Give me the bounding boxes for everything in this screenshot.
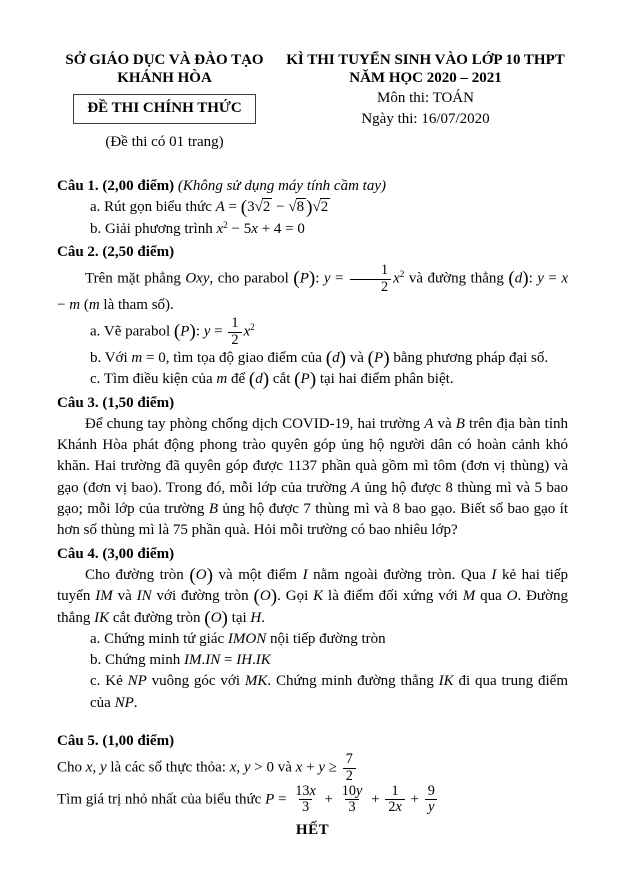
italic-run: P <box>300 371 310 388</box>
big-paren: ( <box>248 369 256 391</box>
text-run: a. Vẽ parabol <box>90 323 174 340</box>
big-paren: ( <box>508 268 515 290</box>
bold-run: Câu 4. (3,00 điểm) <box>57 545 175 562</box>
text-run: = <box>543 270 562 287</box>
page-count-note: (Đề thi có 01 trang) <box>105 133 224 150</box>
italic-run: m <box>69 296 81 313</box>
text-run: cắt đường tròn <box>109 609 205 626</box>
bold-run: Câu 5. (1,00 điểm) <box>57 733 175 749</box>
italic-run: IMON <box>227 630 267 647</box>
text-run: tại hai điểm phân biệt. <box>316 371 454 388</box>
text-run: Cho <box>57 759 86 776</box>
text-run: với đường tròn <box>151 588 254 605</box>
text-run: = 0, tìm tọa độ giao điểm của <box>142 349 326 366</box>
text-run: 13 <box>295 783 310 800</box>
big-paren: ) <box>383 347 390 369</box>
italic-run: IM <box>183 652 202 669</box>
q2-item-c <box>90 369 568 390</box>
province-name: KHÁNH HÒA <box>117 69 212 86</box>
bold-run: Câu 3. (1,50 điểm) <box>57 394 175 411</box>
radical <box>288 198 306 215</box>
bold-run: Câu 2. (2,50 điểm) <box>57 243 175 260</box>
italic-run: y <box>99 759 107 776</box>
q5-heading <box>57 731 568 752</box>
text-run: b. Chứng minh <box>90 652 184 669</box>
big-paren: ) <box>270 586 278 608</box>
italic-run: y <box>428 799 435 816</box>
italic-run: m <box>216 371 228 388</box>
italic-run: y <box>318 759 325 776</box>
text-run: : <box>528 270 538 287</box>
italic-run: IM <box>95 588 113 605</box>
radical-sign: √ <box>288 199 296 216</box>
q4-intro <box>57 565 568 629</box>
fraction <box>228 316 241 348</box>
denominator <box>345 799 358 815</box>
text-run: , cho parabol <box>209 270 294 287</box>
q4-item-b <box>90 650 568 671</box>
italic-run: A <box>424 415 434 432</box>
denominator <box>385 799 404 815</box>
exam-header <box>57 52 568 153</box>
text-run: vuông góc với <box>146 673 245 690</box>
question-q3 <box>57 393 568 542</box>
italic-run: x <box>229 759 237 776</box>
italic-run: m <box>88 296 100 313</box>
italic-run: NP <box>114 694 134 711</box>
italic-run: y <box>243 759 251 776</box>
text-run: 2 <box>380 278 389 295</box>
italic-run: x <box>309 783 316 800</box>
italic-run: x <box>85 759 93 776</box>
text-run: . <box>133 694 138 711</box>
bold-run: Câu 1. (2,00 điểm) <box>57 177 178 194</box>
text-run: trên địa bàn tỉnh Khánh Hòa phát động phong trào quyên góp ủng hộ người dân có hoàn cảnh khó khăn. Hai trường đã quyên góp được 1137 phần quà gồm mì tôm (đơn vị thùng) và gạo (đơn vị bao). Trong đó, mỗi lớp của trường <box>57 415 569 496</box>
italic-run: IH <box>236 652 253 669</box>
italic-run: m <box>131 349 143 366</box>
q2-heading <box>57 242 568 263</box>
numerator <box>350 263 391 278</box>
text-run: + 4 = 0 <box>257 220 305 237</box>
text-run: 2 <box>320 199 329 216</box>
text-run: là điểm đối xứng với <box>323 588 463 605</box>
text-run: . <box>201 652 206 669</box>
text-run: − <box>272 199 289 216</box>
text-run: và <box>112 588 137 605</box>
italic-run: P <box>374 349 384 366</box>
text-run: c. Kẻ <box>90 673 128 690</box>
text-run: c. Tìm điều kiện của <box>90 371 217 388</box>
text-run: 2 <box>388 799 396 816</box>
italic-run: x <box>295 759 303 776</box>
q2-item-a <box>90 316 568 348</box>
text-run: 2 <box>262 199 271 216</box>
text-run: > 0 và <box>250 759 296 776</box>
text-run: ≥ <box>324 759 341 776</box>
superscript: 2 <box>399 270 405 281</box>
text-run: = <box>330 270 348 287</box>
italic-run: K <box>313 588 324 605</box>
text-run: 7 <box>345 751 353 768</box>
text-run: và một điểm <box>212 566 303 583</box>
big-paren: ( <box>189 564 196 586</box>
text-run: 1 <box>391 783 399 800</box>
text-run: 1 <box>380 262 389 279</box>
text-run: và <box>345 349 368 366</box>
text-run: = <box>274 791 291 808</box>
text-run: bằng phương pháp đại số. <box>389 349 549 366</box>
big-paren: ) <box>262 369 270 391</box>
italic-run: A <box>215 199 225 216</box>
official-exam-label: ĐỀ THI CHÍNH THỨC <box>87 100 242 117</box>
text-run: 8 <box>296 199 305 216</box>
denominator <box>350 279 391 295</box>
text-run: cắt <box>269 371 295 388</box>
school-year: NĂM HỌC 2020 – 2021 <box>349 69 502 86</box>
text-run: . Chứng minh đường thẳng <box>267 673 439 690</box>
big-paren: ( <box>253 586 260 608</box>
q1-item-a <box>90 197 568 218</box>
text-run: , <box>236 759 244 776</box>
text-run: a. Rút gọn biểu thức <box>90 199 216 216</box>
radical-sign: √ <box>254 199 262 216</box>
text-run: : <box>195 323 204 340</box>
italic-run: I <box>491 566 497 583</box>
q5-condition <box>57 752 568 784</box>
superscript: 2 <box>250 323 255 334</box>
numerator <box>339 784 366 799</box>
fraction <box>339 784 366 816</box>
question-q1 <box>57 176 568 240</box>
italic-run: O <box>195 566 207 583</box>
text-run: và đường thẳng <box>404 270 509 287</box>
numerator <box>228 316 241 331</box>
text-run: . Đường thẳng <box>57 588 568 626</box>
text-run: là các số thực thỏa: <box>106 759 230 776</box>
exam-date-line: Ngày thi: 16/07/2020 <box>361 111 490 128</box>
italic-run: MK <box>244 673 268 690</box>
text-run: ủng hộ được 8 thùng mì và 5 bao gạo; mỗi lớp của trường <box>57 479 568 518</box>
italic-run: B <box>208 501 218 518</box>
text-run: + <box>367 791 384 808</box>
text-run: b. Giải phương trình <box>90 220 217 237</box>
big-paren: ) <box>221 607 228 629</box>
fraction <box>385 784 404 816</box>
text-run: để <box>227 371 249 388</box>
question-q2 <box>57 242 568 391</box>
italic-run: IN <box>136 588 152 605</box>
italic-run: IK <box>255 652 271 669</box>
text-run: 2 <box>231 331 239 348</box>
big-paren: ( <box>293 268 300 290</box>
radical <box>312 198 330 215</box>
q3-heading <box>57 393 568 414</box>
text-run: 3 <box>301 799 310 816</box>
italic-run: x <box>395 799 402 816</box>
text-run: + <box>320 791 337 808</box>
italic-run: x <box>561 270 569 287</box>
denominator <box>228 332 241 348</box>
text-run: tại <box>227 609 251 626</box>
text-run: + <box>302 759 319 776</box>
exam-title: KÌ THI TUYỂN SINH VÀO LỚP 10 THPT <box>286 52 565 68</box>
italic-run: M <box>462 588 476 605</box>
text-run: a. Chứng minh tứ giác <box>90 630 228 647</box>
text-run: 3 <box>348 799 356 816</box>
q3-body <box>57 414 568 542</box>
q5-objective <box>57 784 568 816</box>
italic-run: IN <box>205 652 221 669</box>
q4-item-a <box>90 629 568 650</box>
big-paren: ( <box>367 347 375 369</box>
italic-run: O <box>506 588 518 605</box>
text-run: Để chung tay phòng chống dịch COVID-19, hai trường <box>85 415 425 432</box>
italic-run: P <box>299 270 309 287</box>
numerator <box>425 784 438 799</box>
numerator <box>388 784 401 799</box>
italic-run: x <box>251 220 258 237</box>
text-run: = <box>224 199 241 216</box>
italic-run: P <box>180 323 190 340</box>
text-run: 2 <box>345 767 353 784</box>
text-run: kẻ hai tiếp tuyến <box>57 566 568 605</box>
text-run: . <box>252 652 256 669</box>
italic-run: B <box>455 415 465 432</box>
text-run: : <box>315 270 324 287</box>
italic-run: y <box>203 323 211 340</box>
big-paren: ) <box>522 268 529 290</box>
italic-run: IK <box>438 673 454 690</box>
big-paren: ) <box>206 564 213 586</box>
text-run: nằm ngoài đường tròn. Qua <box>307 566 492 583</box>
text-run: qua <box>475 588 507 605</box>
text-run: nội tiếp đường tròn <box>266 630 386 647</box>
fraction <box>343 752 356 784</box>
text-run: 3 <box>247 199 255 216</box>
text-run: = <box>220 652 237 669</box>
radical-sign: √ <box>312 199 320 216</box>
radicand <box>320 198 331 215</box>
fraction <box>425 784 438 816</box>
italic-run: O <box>210 609 222 626</box>
denominator <box>343 768 356 784</box>
text-run: 1 <box>231 315 239 332</box>
big-paren: ) <box>339 347 346 369</box>
denominator <box>299 799 312 815</box>
italic-run: P <box>265 791 275 808</box>
denominator <box>425 799 437 815</box>
italic-run: NP <box>127 673 147 690</box>
big-paren: ( <box>173 321 181 343</box>
text-run: và <box>433 415 456 432</box>
text-run: − <box>57 296 70 313</box>
big-paren: ( <box>325 347 333 369</box>
end-of-exam-label: HẾT <box>295 821 330 838</box>
exam-body <box>57 176 568 816</box>
numerator <box>343 752 356 767</box>
text-run: đi qua trung điểm của <box>90 673 568 711</box>
big-paren: ) <box>309 369 317 391</box>
header-right-block <box>283 52 568 129</box>
numerator <box>292 784 319 799</box>
text-run: Tìm giá trị nhỏ nhất của biểu thức <box>57 791 266 808</box>
q4-item-c <box>90 671 568 714</box>
italic-run: y <box>356 783 363 800</box>
question-q5 <box>57 731 568 816</box>
italic-run: y <box>537 270 544 287</box>
text-run: . <box>261 609 266 626</box>
big-paren: ) <box>189 321 196 343</box>
q1-item-b <box>90 219 568 240</box>
q4-heading <box>57 544 568 565</box>
italic-run: x <box>243 323 251 340</box>
question-q4 <box>57 544 568 714</box>
italic-run: Oxy <box>185 270 210 287</box>
italic-run: x <box>216 220 224 237</box>
text-run: − 5 <box>227 220 252 237</box>
italic-run: IK <box>94 609 110 626</box>
q2-item-b <box>90 348 568 369</box>
text-run: 9 <box>427 783 435 800</box>
text-run: = <box>210 323 227 340</box>
big-paren: ( <box>294 369 301 391</box>
fraction <box>350 263 391 295</box>
big-paren: ) <box>306 197 313 219</box>
q2-intro <box>57 263 568 316</box>
text-run: Cho đường tròn <box>85 566 190 583</box>
header-left-block <box>57 52 272 153</box>
italic-run: A <box>350 479 361 496</box>
italic-run: x <box>393 270 400 287</box>
department-name: SỞ GIÁO DỤC VÀ ĐÀO TẠO <box>65 52 264 68</box>
italic-run: d <box>332 349 340 366</box>
superscript: 2 <box>223 220 228 231</box>
text-run: là tham số). <box>99 296 174 313</box>
text-run: Trên mặt phẳng <box>85 270 186 287</box>
text-run: ủng hộ được 7 thùng mì và 8 bao gạo. Biết số bao gạo ít hơn số thùng mì là 75 phần quà. Hỏi mỗi trường có bao nhiêu lớp? <box>57 501 568 539</box>
text-run: , <box>92 759 100 776</box>
italic-run: d <box>514 270 523 287</box>
big-paren: ( <box>204 607 211 629</box>
text-run: 10 <box>341 783 357 800</box>
radicand <box>262 198 273 215</box>
big-paren: ) <box>308 268 316 290</box>
text-run: . Gọi <box>277 588 314 605</box>
italic-run: I <box>302 566 308 583</box>
text-run: b. Với <box>90 349 132 366</box>
radicand <box>296 198 307 215</box>
big-paren: ( <box>240 197 248 219</box>
text-run: ( <box>80 296 89 313</box>
official-exam-box <box>73 94 255 123</box>
text-run: + <box>406 791 423 808</box>
radical <box>255 198 273 215</box>
italic-run: d <box>255 371 263 388</box>
italic-run: y <box>323 270 331 287</box>
italic-run: (Không sử dụng máy tính cầm tay) <box>177 177 386 194</box>
italic-run: O <box>259 588 271 605</box>
fraction <box>292 784 319 816</box>
q1-heading <box>57 176 568 197</box>
italic-run: H <box>250 609 262 626</box>
subject-line: Môn thi: TOÁN <box>377 90 474 107</box>
